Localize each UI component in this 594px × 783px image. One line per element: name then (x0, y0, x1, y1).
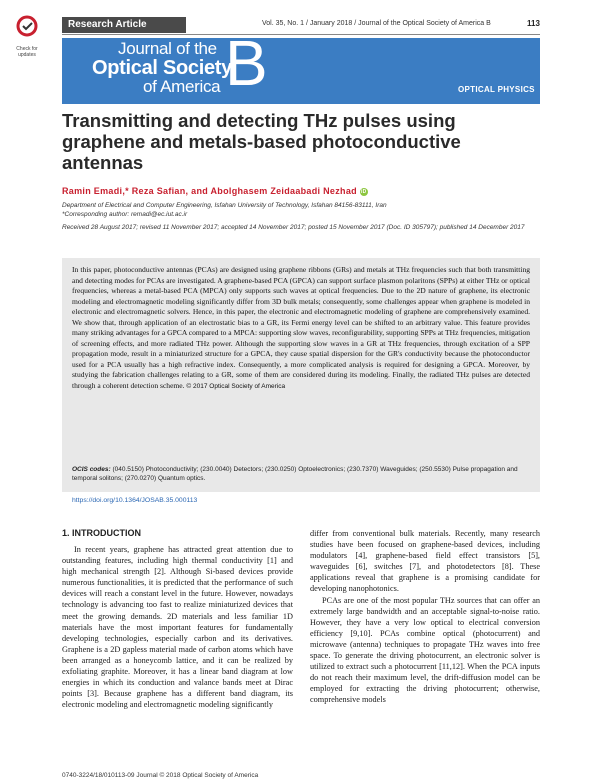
check-updates-icon (10, 15, 44, 39)
ocis-text: (040.5150) Photoconductivity; (230.0040) Detectors; (230.0250) Optoelectronics; (230.7370) Waveguides; (250.5530) Pulse propagation and temporal solitons; (270.0270) Quantum optics. (72, 466, 518, 482)
check-updates-label: Check for updates (16, 46, 38, 58)
page-number: 113 (527, 19, 540, 28)
journal-section: OPTICAL PHYSICS (458, 85, 535, 94)
copyright: © 2017 Optical Society of America (186, 382, 286, 390)
ocis-label: OCIS codes: (72, 466, 111, 473)
affiliation-text: Department of Electrical and Computer Engineering, Isfahan University of Technology, Isfahan 84156-83111, Iran (62, 202, 387, 209)
paragraph: In recent years, graphene has attracted great attention due to outstanding features, including high thermal conductivity [1] and high mechanical strength [2]. Although Si-based devices provide numerous functionalities, it is predicted that the performance of such devices will reach a constant level in the future. However, nowadays technology is advancing too fast to realize miniaturized devices that meet the growing demands. 2D materials and less familiar 1D materials have the most important features for fundamentally developing technologies, especially carbon and its derivatives. Graphene is a 2D gapless material made of carbon atoms which have been arranged as a honeycomb lattice, and it can be realized by exfoliating graphite. Moreover, it has a linear band diagram at low energies in which its conduction and valance bands meet at Dirac points [3]. Because graphene has a different band diagram, its electronic modeling and electromagnetic modeling significantly (62, 545, 293, 710)
journal-letter: B (225, 27, 268, 99)
article-type-badge: Research Article (62, 17, 186, 33)
body-column-right (310, 528, 540, 706)
running-head: Vol. 35, No. 1 / January 2018 / Journal of the Optical Society of America B (262, 20, 491, 27)
header-divider (62, 34, 540, 35)
affiliation (62, 201, 532, 219)
author-list (62, 186, 368, 196)
page-footer: 0740-3224/18/010113-09 Journal © 2018 Optical Society of America (62, 772, 259, 779)
doi-link[interactable]: https://doi.org/10.1364/JOSAB.35.000113 (72, 497, 198, 504)
paragraph: PCAs are one of the most popular THz sources that can offer an extremely large bandwidth and an acceptable signal-to-noise ratio. However, they have a very low optical to electrical conversion efficiency [9,10]. PCAs combine optical (photocurrent) and microwave (antenna) techniques to propagate THz waves into free space. To generate the driving photocurrent, an electronic solver is utilized to extract such a photocurrent [11,12]. When the PCA inputs do not reach their maximum level, the drift-diffusion model can be employed for extracting the driving photocurrent; otherwise, comprehensive models (310, 595, 540, 705)
paragraph: differ from conventional bulk materials. Recently, many research studies have been focused on graphene-based devices, including modulators [4], graphene-based field effect transistors [5], waveguides [6], switches [7], and photodetectors [8]. These applications reveal that graphene is a promising candidate for developing nanophotonics. (310, 529, 540, 594)
journal-title-line3: of America (143, 77, 221, 96)
corresponding-author: *Corresponding author: remadi@ec.iut.ac.ir (62, 211, 188, 218)
journal-title-line1: Journal of the (118, 39, 217, 58)
section-heading: 1. INTRODUCTION (62, 528, 142, 538)
orcid-icon[interactable]: iD (360, 189, 367, 195)
abstract (72, 265, 530, 392)
author-names: Ramin Emadi,* Reza Safian, and Abolghasem Zeidaabadi Nezhad (62, 186, 357, 196)
abstract-text: In this paper, photoconductive antennas (PCAs) are designed using graphene ribbons (GRs) and metals at THz frequencies such that both transmitting and detecting modes for PCAs are investigated. A graphene-based PCA (GPCA) can support surface plasmon polaritons (SPPs) at either THz or optical frequencies, whereas a metal-based PCA (MPCA) only supports such waves at optical frequencies. Due to the 2D nature of graphene, its electronic modeling and electromagnetic modeling significantly differ from 3D bulk metals; consequently, some challenges appear when graphene is modeled in electronic and electromagnetic solvers. Hence, in this paper, the electronic and electromagnetic modeling of graphene are comprehensively examined. We show that, through application of an electrostatic bias to a GR, its Fermi energy level can be shifted to an arbitrary value. This feature provides many striking advantages for a GPCA compared to a MPCA: supporting slow waves, reconfigurability, supporting SPPs at THz frequencies, mitigation of screening effects, and more radiated THz power. Although the supporting slow waves in a GR at THz frequencies, through excitation of a SPP propagation mode, result in a miniaturized structure for a GPCA, they cause spatial dispersion for the GR's conductivity because the photoconductor used for a PCA usually has a high refractive index. Consequently, a more complicated analysis is required for designing a GPCA. Moreover, by studying the fabrication challenges relating to a GR, some of them are considered during its modeling. Finally, the radiated THz pulses are detected through a coherent detection scheme. (72, 265, 530, 390)
body-column-left (62, 544, 293, 710)
ocis-codes (72, 465, 530, 483)
journal-title-line2: Optical Society (92, 57, 232, 79)
check-for-updates-badge[interactable] (10, 15, 44, 58)
article-title: Transmitting and detecting THz pulses using graphene and metals-based photoconductive antennas (62, 110, 461, 173)
received-dates: Received 28 August 2017; revised 11 November 2017; accepted 14 November 2017; posted 15 November 2017 (Doc. ID 305797); published 14 December 2017 (62, 224, 525, 231)
